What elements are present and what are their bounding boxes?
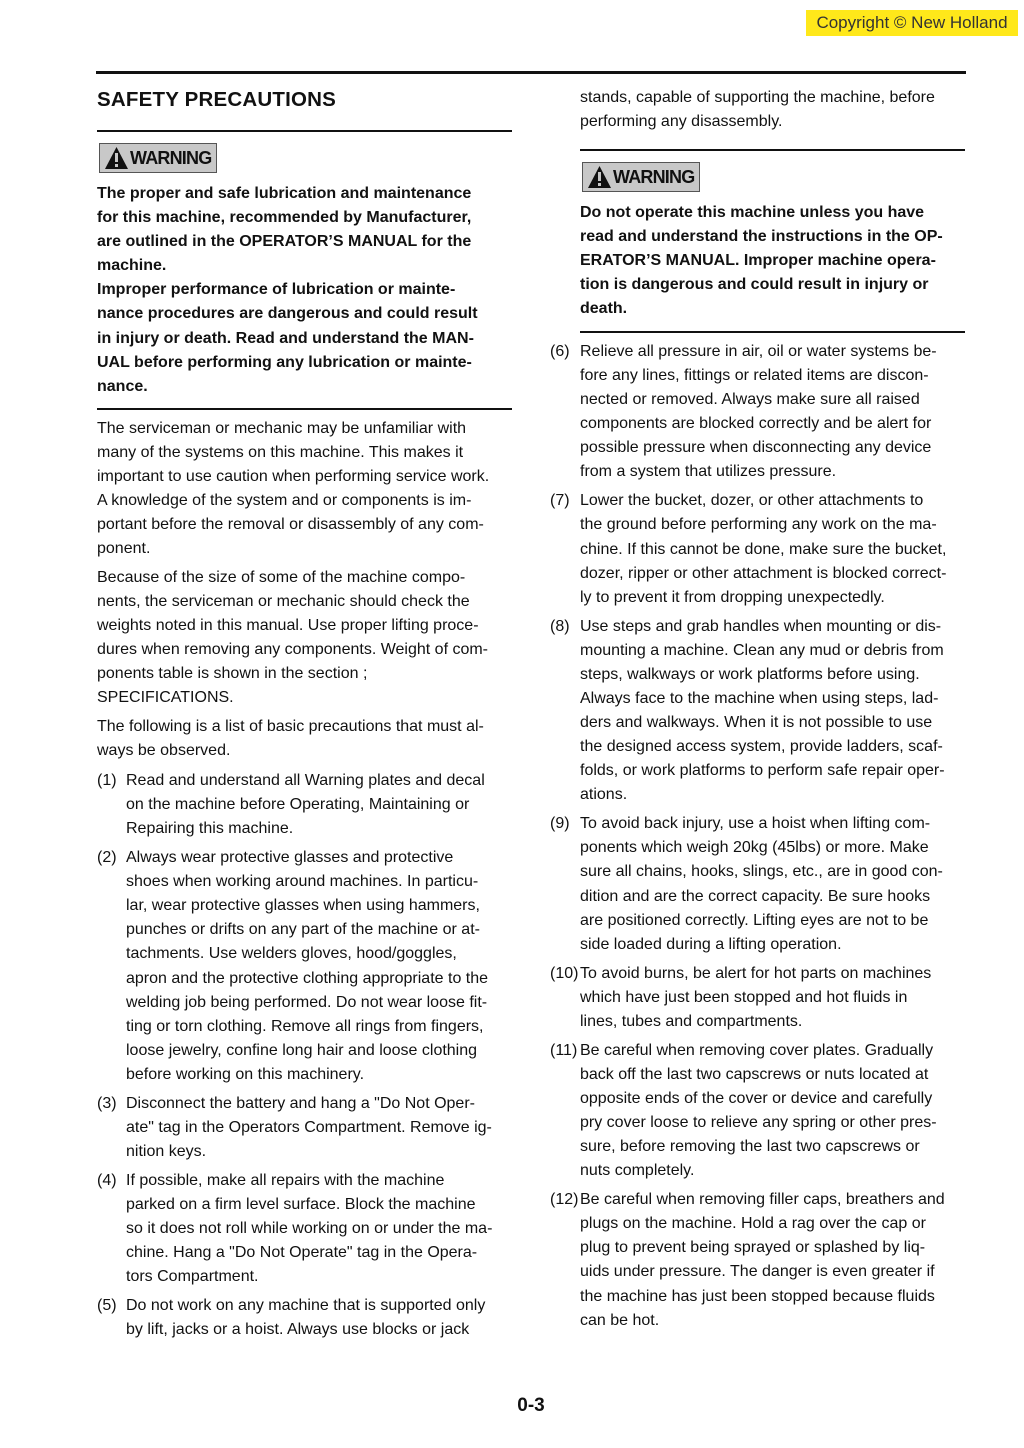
text-line: possible pressure when disconnecting any device — [580, 439, 932, 457]
text-line: death. — [580, 300, 628, 318]
list-item-number: (8) — [550, 617, 570, 635]
warning-badge-right — [582, 162, 700, 192]
list-item-text — [580, 489, 946, 609]
text-line: uids under pressure. The danger is even greater if — [580, 1263, 935, 1281]
list-item-number: (4) — [97, 1172, 117, 1189]
text-line: nuts completely. — [580, 1162, 695, 1180]
text-line: before working on this machinery. — [126, 1065, 365, 1083]
text-line: can be hot. — [580, 1311, 660, 1329]
text-line: the machine has just been stopped because fluids — [580, 1287, 935, 1305]
list-item-number: (2) — [97, 849, 117, 867]
list-item-number: (10) — [550, 964, 579, 982]
text-line: which have just been stopped and hot fluids in — [580, 988, 908, 1006]
text-line: are outlined in the OPERATOR’S MANUAL for the — [97, 233, 472, 251]
list-item — [550, 962, 990, 1034]
text-line: chine. If this cannot be done, make sure the bucket, — [580, 540, 947, 558]
list-item — [550, 1188, 990, 1333]
text-line: many of the systems on this machine. This makes it — [97, 444, 464, 462]
text-line: sure all chains, hooks, slings, etc., are in good con- — [580, 863, 943, 881]
text-line: If possible, make all repairs with the machine — [126, 1172, 445, 1189]
text-line: Repairing this machine. — [126, 820, 294, 838]
text-line: components are blocked correctly and be alert for — [580, 415, 932, 433]
text-line: nance. — [97, 377, 148, 395]
list-item-number: (12) — [550, 1191, 579, 1209]
text-line: chine. Hang a "Do Not Operate" tag in the Opera- — [126, 1244, 478, 1262]
text-line: The serviceman or mechanic may be unfamiliar with — [97, 420, 467, 437]
weights-paragraph — [97, 566, 517, 711]
text-line: SPECIFICATIONS. — [97, 689, 234, 707]
text-line: Because of the size of some of the machine compo- — [97, 569, 466, 586]
text-line: ting or torn clothing. Remove all rings from fingers, — [126, 1017, 484, 1035]
list-item-text — [126, 1092, 492, 1164]
text-line: are positioned correctly. Lifting eyes are not to be — [580, 911, 929, 929]
text-line: Lower the bucket, dozer, or other attachments to — [580, 492, 924, 510]
text-line: by lift, jacks or a hoist. Always use blocks or jack — [126, 1321, 470, 1339]
text-line: shoes when working around machines. In particu- — [126, 873, 479, 891]
list-item-number: (1) — [97, 772, 117, 789]
list-item-text — [580, 962, 931, 1034]
copyright-banner: Copyright © New Holland — [806, 10, 1018, 36]
precautions-intro — [97, 715, 517, 763]
text-line: Disconnect the battery and hang a "Do Not Oper- — [126, 1094, 475, 1112]
list-item-text — [580, 340, 937, 485]
text-line: opposite ends of the cover or device and carefully — [580, 1089, 933, 1107]
text-line: machine. — [97, 257, 167, 275]
text-line: tors Compartment. — [126, 1268, 259, 1286]
text-line: Do not operate this machine unless you have — [580, 204, 925, 221]
text-line: nance procedures are dangerous and could result — [97, 305, 478, 323]
text-line: stands, capable of supporting the machine, before — [580, 89, 935, 106]
text-line: apron and the protective clothing appropriate to the — [126, 969, 489, 987]
text-line: The proper and safe lubrication and maintenance — [97, 185, 472, 202]
text-line: performing any disassembly. — [580, 113, 783, 131]
warning-badge — [99, 143, 217, 173]
list-item-text — [580, 1039, 937, 1184]
list-item — [97, 769, 537, 841]
text-line: ponent. — [97, 540, 151, 558]
list-item — [550, 812, 990, 957]
text-line: fore any lines, fittings or related items are discon- — [580, 367, 929, 385]
text-line: read and understand the instructions in the OP- — [580, 228, 943, 246]
text-line: Be careful when removing filler caps, breathers and — [580, 1191, 945, 1209]
text-line: dozer, ripper or other attachment is blocked correct- — [580, 564, 947, 582]
text-line: Improper performance of lubrication or mainte- — [97, 281, 456, 299]
text-line: mounting a machine. Clean any mud or debris from — [580, 641, 944, 659]
text-line: ders and walkways. When it is not possible to use — [580, 714, 933, 732]
warning-label: WARNING — [613, 166, 695, 187]
warning-triangle-icon — [104, 146, 129, 170]
text-line: ERATOR’S MANUAL. Improper machine opera- — [580, 252, 936, 270]
list-item — [550, 340, 990, 485]
list-item — [97, 1169, 537, 1290]
text-line: Be careful when removing cover plates. Gradually — [580, 1041, 934, 1059]
text-line: steps, walkways or work platforms before using. — [580, 665, 920, 683]
text-line: the designed access system, provide ladders, scaf- — [580, 738, 943, 756]
text-line: Relieve all pressure in air, oil or water systems be- — [580, 343, 937, 360]
text-line: tion is dangerous and could result in injury or — [580, 276, 929, 294]
list-item-number: (11) — [550, 1041, 578, 1059]
list-item-text — [126, 1169, 492, 1289]
text-line: UAL before performing any lubrication or mainte- — [97, 353, 472, 371]
text-line: punches or drifts on any part of the machine or at- — [126, 921, 480, 939]
list-item-number: (5) — [97, 1297, 117, 1315]
text-line: lines, tubes and compartments. — [580, 1012, 803, 1030]
text-line: portant before the removal or disassembly of any com- — [97, 516, 484, 534]
text-line: To avoid burns, be alert for hot parts on machines — [580, 964, 932, 982]
text-line: ly to prevent it from dropping unexpectedly. — [580, 588, 885, 606]
list-item-text — [126, 1294, 485, 1342]
text-line: on the machine before Operating, Maintaining or — [126, 796, 470, 814]
text-line: back off the last two capscrews or nuts located at — [580, 1065, 929, 1083]
left-warning-rule — [97, 408, 512, 410]
text-line: plugs on the machine. Hold a rag over the cap or — [580, 1215, 926, 1233]
text-line: Read and understand all Warning plates and decal — [126, 772, 485, 789]
warning-label: WARNING — [130, 147, 212, 168]
page-title: SAFETY PRECAUTIONS — [97, 88, 336, 111]
list-item-text — [580, 1188, 945, 1333]
list-item — [97, 1294, 537, 1342]
list-item-number: (6) — [550, 343, 570, 360]
list-item-number: (9) — [550, 815, 570, 833]
text-line: welding job being performed. Do not wear loose fit- — [126, 993, 488, 1011]
text-line: from a system that utilizes pressure. — [580, 463, 837, 481]
text-line: ponents table is shown in the section ; — [97, 665, 368, 683]
text-line: the ground before performing any work on the ma- — [580, 516, 937, 534]
text-line: pry cover loose to relieve any spring or other pres- — [580, 1114, 937, 1132]
list-item — [97, 846, 537, 1087]
list-item — [550, 489, 990, 610]
title-rule — [97, 130, 512, 132]
text-line: ways be observed. — [97, 742, 231, 760]
text-line: dition and are the correct capacity. Be sure hooks — [580, 887, 931, 905]
list-item — [550, 615, 990, 808]
text-line: Always face to the machine when using steps, lad- — [580, 689, 939, 707]
text-line: ations. — [580, 786, 628, 804]
text-line: important to use caution when performing service work. — [97, 468, 490, 486]
text-line: ate" tag in the Operators Compartment. Remove ig- — [126, 1118, 492, 1136]
list-item-number: (7) — [550, 492, 570, 510]
text-line: The following is a list of basic precautions that must al- — [97, 718, 484, 735]
text-line: in injury or death. Read and understand the MAN- — [97, 329, 474, 347]
text-line: Do not work on any machine that is supported only — [126, 1297, 486, 1315]
text-line: Use steps and grab handles when mounting or dis- — [580, 617, 942, 635]
intro-paragraph — [97, 417, 517, 562]
text-line: To avoid back injury, use a hoist when lifting com- — [580, 815, 931, 833]
text-line: plug to prevent being sprayed or splashed by liq- — [580, 1239, 926, 1257]
list-item-number: (3) — [97, 1094, 117, 1112]
warning-triangle-icon — [587, 165, 612, 189]
right-warning-rule — [580, 331, 965, 333]
text-line: loose jewelry, confine long hair and loose clothing — [126, 1041, 478, 1059]
page-number: 0-3 — [517, 1395, 545, 1416]
text-line: side loaded during a lifting operation. — [580, 935, 842, 953]
text-line: dures when removing any components. Weight of com- — [97, 641, 489, 659]
continuation-text — [580, 86, 980, 134]
text-line: so it does not roll while working on or under the ma- — [126, 1220, 493, 1238]
left-warning-text — [97, 182, 517, 399]
text-line: nected or removed. Always make sure all raised — [580, 391, 920, 409]
text-line: ponents which weigh 20kg (45lbs) or more. Make — [580, 839, 929, 857]
text-line: A knowledge of the system and or components is im- — [97, 492, 472, 510]
list-item-text — [580, 615, 945, 808]
text-line: parked on a firm level surface. Block the machine — [126, 1196, 476, 1214]
top-rule — [96, 71, 966, 74]
text-line: for this machine, recommended by Manufacturer, — [97, 209, 472, 227]
text-line: folds, or work platforms to perform safe repair oper- — [580, 762, 945, 780]
list-item — [550, 1039, 990, 1184]
text-line: Always wear protective glasses and protective — [126, 849, 454, 867]
right-warning-top-rule — [580, 149, 965, 151]
text-line: weights noted in this manual. Use proper lifting proce- — [97, 617, 479, 635]
text-line: nition keys. — [126, 1143, 207, 1161]
list-item-text — [126, 846, 488, 1087]
list-item-text — [126, 769, 485, 841]
right-warning-text — [580, 201, 980, 321]
text-line: nents, the serviceman or mechanic should check the — [97, 593, 470, 611]
text-line: tachments. Use welders gloves, hood/goggles, — [126, 945, 457, 963]
text-line: sure, before removing the last two capscrews or — [580, 1138, 920, 1156]
list-item — [97, 1092, 537, 1164]
list-item-text — [580, 812, 943, 957]
text-line: lar, wear protective glasses when using hammers, — [126, 897, 480, 915]
